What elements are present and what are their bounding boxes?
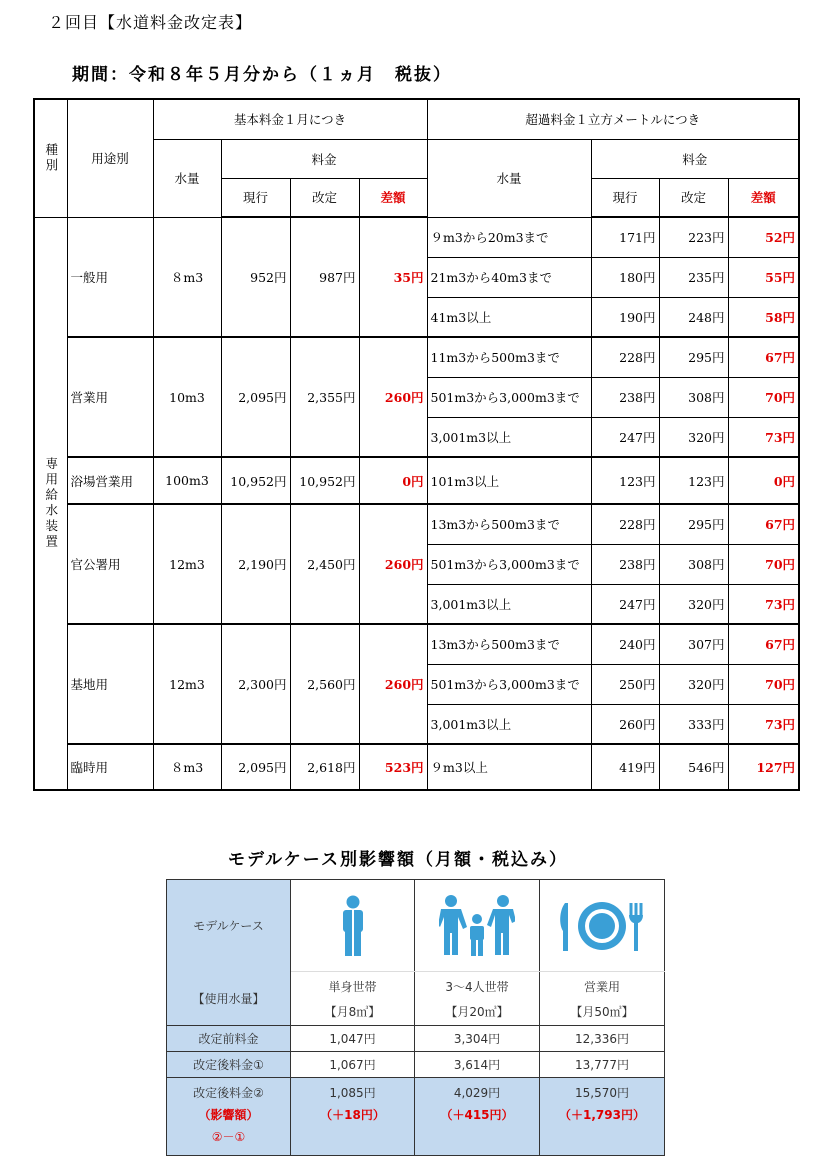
excess-range-cell: ９m3から20m3まで bbox=[427, 217, 591, 257]
basic-revised-cell: 2,618円 bbox=[290, 744, 359, 790]
excess-diff-cell: 58円 bbox=[728, 297, 799, 337]
basic-diff-cell: 260円 bbox=[359, 504, 427, 624]
basic-revised-cell: 2,355円 bbox=[290, 337, 359, 457]
row-label-before: 改定前料金 bbox=[167, 1026, 291, 1052]
excess-current-cell: 240円 bbox=[591, 624, 659, 664]
row-label-after2 bbox=[167, 1078, 291, 1156]
value-before-family: 3,304円 bbox=[415, 1026, 540, 1052]
basic-diff-cell: 0円 bbox=[359, 457, 427, 504]
header-excess-revised: 改定 bbox=[659, 178, 728, 217]
usage-cell: 基地用 bbox=[67, 624, 153, 744]
usage-cell: 臨時用 bbox=[67, 744, 153, 790]
basic-diff-cell: 35円 bbox=[359, 217, 427, 337]
excess-revised-cell: 333円 bbox=[659, 704, 728, 744]
basic-current-cell: 2,095円 bbox=[221, 744, 290, 790]
basic-volume-cell: 12m3 bbox=[153, 504, 221, 624]
excess-range-cell: ９m3以上 bbox=[427, 744, 591, 790]
after2-value: 15,570円 bbox=[575, 1086, 629, 1100]
header-excess-diff: 差額 bbox=[728, 178, 799, 217]
excess-revised-cell: 248円 bbox=[659, 297, 728, 337]
excess-revised-cell: 307円 bbox=[659, 624, 728, 664]
excess-current-cell: 238円 bbox=[591, 377, 659, 417]
header-basic-volume: 水量 bbox=[153, 139, 221, 217]
impact-formula: ②－① bbox=[211, 1130, 246, 1144]
excess-range-cell: 21m3から40m3まで bbox=[427, 257, 591, 297]
after2-value: 1,085円 bbox=[329, 1086, 376, 1100]
basic-diff-cell: 523円 bbox=[359, 744, 427, 790]
excess-diff-cell: 73円 bbox=[728, 584, 799, 624]
excess-range-cell: 41m3以上 bbox=[427, 297, 591, 337]
excess-current-cell: 247円 bbox=[591, 417, 659, 457]
excess-current-cell: 260円 bbox=[591, 704, 659, 744]
basic-current-cell: 2,300円 bbox=[221, 624, 290, 744]
excess-current-cell: 171円 bbox=[591, 217, 659, 257]
excess-revised-cell: 235円 bbox=[659, 257, 728, 297]
basic-diff-cell: 260円 bbox=[359, 624, 427, 744]
basic-revised-cell: 2,560円 bbox=[290, 624, 359, 744]
basic-volume-cell: ８m3 bbox=[153, 744, 221, 790]
excess-current-cell: 228円 bbox=[591, 337, 659, 377]
usage-label: 【使用水量】 bbox=[167, 972, 291, 1026]
excess-range-cell: 501m3から3,000m3まで bbox=[427, 544, 591, 584]
excess-range-cell: 3,001m3以上 bbox=[427, 417, 591, 457]
excess-revised-cell: 320円 bbox=[659, 417, 728, 457]
excess-range-cell: 3,001m3以上 bbox=[427, 584, 591, 624]
model-title: モデルケース別影響額（月額・税込み） bbox=[228, 850, 568, 870]
excess-revised-cell: 320円 bbox=[659, 584, 728, 624]
excess-range-cell: 501m3から3,000m3まで bbox=[427, 664, 591, 704]
basic-volume-cell: 12m3 bbox=[153, 624, 221, 744]
excess-current-cell: 228円 bbox=[591, 504, 659, 544]
excess-revised-cell: 223円 bbox=[659, 217, 728, 257]
model-column-name: 営業用 bbox=[583, 979, 620, 994]
value-after1-family: 3,614円 bbox=[415, 1052, 540, 1078]
header-excess-fee: 料金 bbox=[591, 139, 799, 178]
excess-range-cell: 101m3以上 bbox=[427, 457, 591, 504]
single-person-icon bbox=[291, 880, 415, 972]
excess-diff-cell: 55円 bbox=[728, 257, 799, 297]
dining-icon bbox=[540, 880, 665, 972]
header-kind: 種別 bbox=[34, 99, 67, 217]
excess-diff-cell: 0円 bbox=[728, 457, 799, 504]
rate-row bbox=[34, 744, 799, 790]
value-after2-business bbox=[540, 1078, 665, 1156]
header-excess-volume: 水量 bbox=[427, 139, 591, 217]
excess-diff-cell: 70円 bbox=[728, 544, 799, 584]
model-column-name: 単身世帯 bbox=[328, 979, 377, 994]
excess-current-cell: 180円 bbox=[591, 257, 659, 297]
excess-current-cell: 190円 bbox=[591, 297, 659, 337]
excess-current-cell: 123円 bbox=[591, 457, 659, 504]
excess-range-cell: 13m3から500m3まで bbox=[427, 624, 591, 664]
rate-row bbox=[34, 217, 799, 257]
after2-value: 4,029円 bbox=[453, 1086, 501, 1100]
usage-cell: 官公署用 bbox=[67, 504, 153, 624]
basic-current-cell: 2,190円 bbox=[221, 504, 290, 624]
excess-diff-cell: 67円 bbox=[728, 624, 799, 664]
excess-diff-cell: 67円 bbox=[728, 504, 799, 544]
value-after1-single: 1,067円 bbox=[291, 1052, 415, 1078]
header-basic-group: 基本料金１月につき bbox=[153, 99, 427, 139]
row-label-after1: 改定後料金① bbox=[167, 1052, 291, 1078]
value-before-business: 12,336円 bbox=[540, 1026, 665, 1052]
excess-revised-cell: 295円 bbox=[659, 504, 728, 544]
basic-diff-cell: 260円 bbox=[359, 337, 427, 457]
excess-range-cell: 11m3から500m3まで bbox=[427, 337, 591, 377]
basic-volume-cell: 100m3 bbox=[153, 457, 221, 504]
usage-cell: 一般用 bbox=[67, 217, 153, 337]
usage-cell: 営業用 bbox=[67, 337, 153, 457]
header-basic-revised: 改定 bbox=[290, 178, 359, 217]
header-excess-current: 現行 bbox=[591, 178, 659, 217]
family-icon bbox=[415, 880, 540, 972]
period-title: 期間：令和８年５月分から（１ヵ月 税抜） bbox=[72, 65, 452, 85]
excess-revised-cell: 123円 bbox=[659, 457, 728, 504]
page-heading: ２回目【水道料金改定表】 bbox=[48, 13, 253, 32]
model-column-volume: 【月20㎥】 bbox=[445, 1004, 509, 1019]
basic-revised-cell: 987円 bbox=[290, 217, 359, 337]
excess-revised-cell: 295円 bbox=[659, 337, 728, 377]
excess-current-cell: 419円 bbox=[591, 744, 659, 790]
header-basic-diff: 差額 bbox=[359, 178, 427, 217]
value-after1-business: 13,777円 bbox=[540, 1052, 665, 1078]
excess-diff-cell: 127円 bbox=[728, 744, 799, 790]
excess-diff-cell: 70円 bbox=[728, 377, 799, 417]
rate-row bbox=[34, 624, 799, 664]
rate-row bbox=[34, 504, 799, 544]
rate-row bbox=[34, 337, 799, 377]
excess-diff-cell: 73円 bbox=[728, 704, 799, 744]
header-basic-current: 現行 bbox=[221, 178, 290, 217]
usage-cell: 浴場営業用 bbox=[67, 457, 153, 504]
value-after2-single bbox=[291, 1078, 415, 1156]
excess-diff-cell: 70円 bbox=[728, 664, 799, 704]
model-column-single bbox=[291, 972, 415, 1026]
excess-range-cell: 3,001m3以上 bbox=[427, 704, 591, 744]
kind-cell bbox=[34, 217, 67, 790]
excess-diff-cell: 67円 bbox=[728, 337, 799, 377]
basic-current-cell: 2,095円 bbox=[221, 337, 290, 457]
excess-revised-cell: 320円 bbox=[659, 664, 728, 704]
value-before-single: 1,047円 bbox=[291, 1026, 415, 1052]
excess-diff-cell: 52円 bbox=[728, 217, 799, 257]
basic-current-cell: 952円 bbox=[221, 217, 290, 337]
model-column-name: 3～4人世帯 bbox=[445, 979, 509, 994]
rate-table bbox=[33, 98, 800, 791]
impact-value: （＋415円） bbox=[440, 1108, 514, 1122]
excess-range-cell: 501m3から3,000m3まで bbox=[427, 377, 591, 417]
impact-value: （＋1,793円） bbox=[559, 1108, 645, 1122]
basic-volume-cell: ８m3 bbox=[153, 217, 221, 337]
excess-revised-cell: 546円 bbox=[659, 744, 728, 790]
excess-current-cell: 247円 bbox=[591, 584, 659, 624]
kind-label: 専用給水装置 bbox=[43, 456, 59, 550]
basic-revised-cell: 2,450円 bbox=[290, 504, 359, 624]
excess-range-cell: 13m3から500m3まで bbox=[427, 504, 591, 544]
rate-row bbox=[34, 457, 799, 504]
model-case-label: モデルケース bbox=[167, 880, 291, 972]
excess-revised-cell: 308円 bbox=[659, 544, 728, 584]
basic-revised-cell: 10,952円 bbox=[290, 457, 359, 504]
excess-revised-cell: 308円 bbox=[659, 377, 728, 417]
impact-value: （＋18円） bbox=[320, 1108, 385, 1122]
model-column-volume: 【月50㎥】 bbox=[570, 1004, 634, 1019]
excess-current-cell: 238円 bbox=[591, 544, 659, 584]
model-column-business bbox=[540, 972, 665, 1026]
model-table bbox=[166, 879, 665, 1156]
value-after2-family bbox=[415, 1078, 540, 1156]
basic-volume-cell: 10m3 bbox=[153, 337, 221, 457]
excess-diff-cell: 73円 bbox=[728, 417, 799, 457]
model-column-volume: 【月8㎥】 bbox=[324, 1004, 381, 1019]
excess-current-cell: 250円 bbox=[591, 664, 659, 704]
header-basic-fee: 料金 bbox=[221, 139, 427, 178]
basic-current-cell: 10,952円 bbox=[221, 457, 290, 504]
model-column-family bbox=[415, 972, 540, 1026]
impact-label: （影響額） bbox=[198, 1108, 259, 1122]
header-usage: 用途別 bbox=[67, 99, 153, 217]
header-excess-group: 超過料金１立方メートルにつき bbox=[427, 99, 799, 139]
after2-label: 改定後料金② bbox=[193, 1086, 264, 1100]
